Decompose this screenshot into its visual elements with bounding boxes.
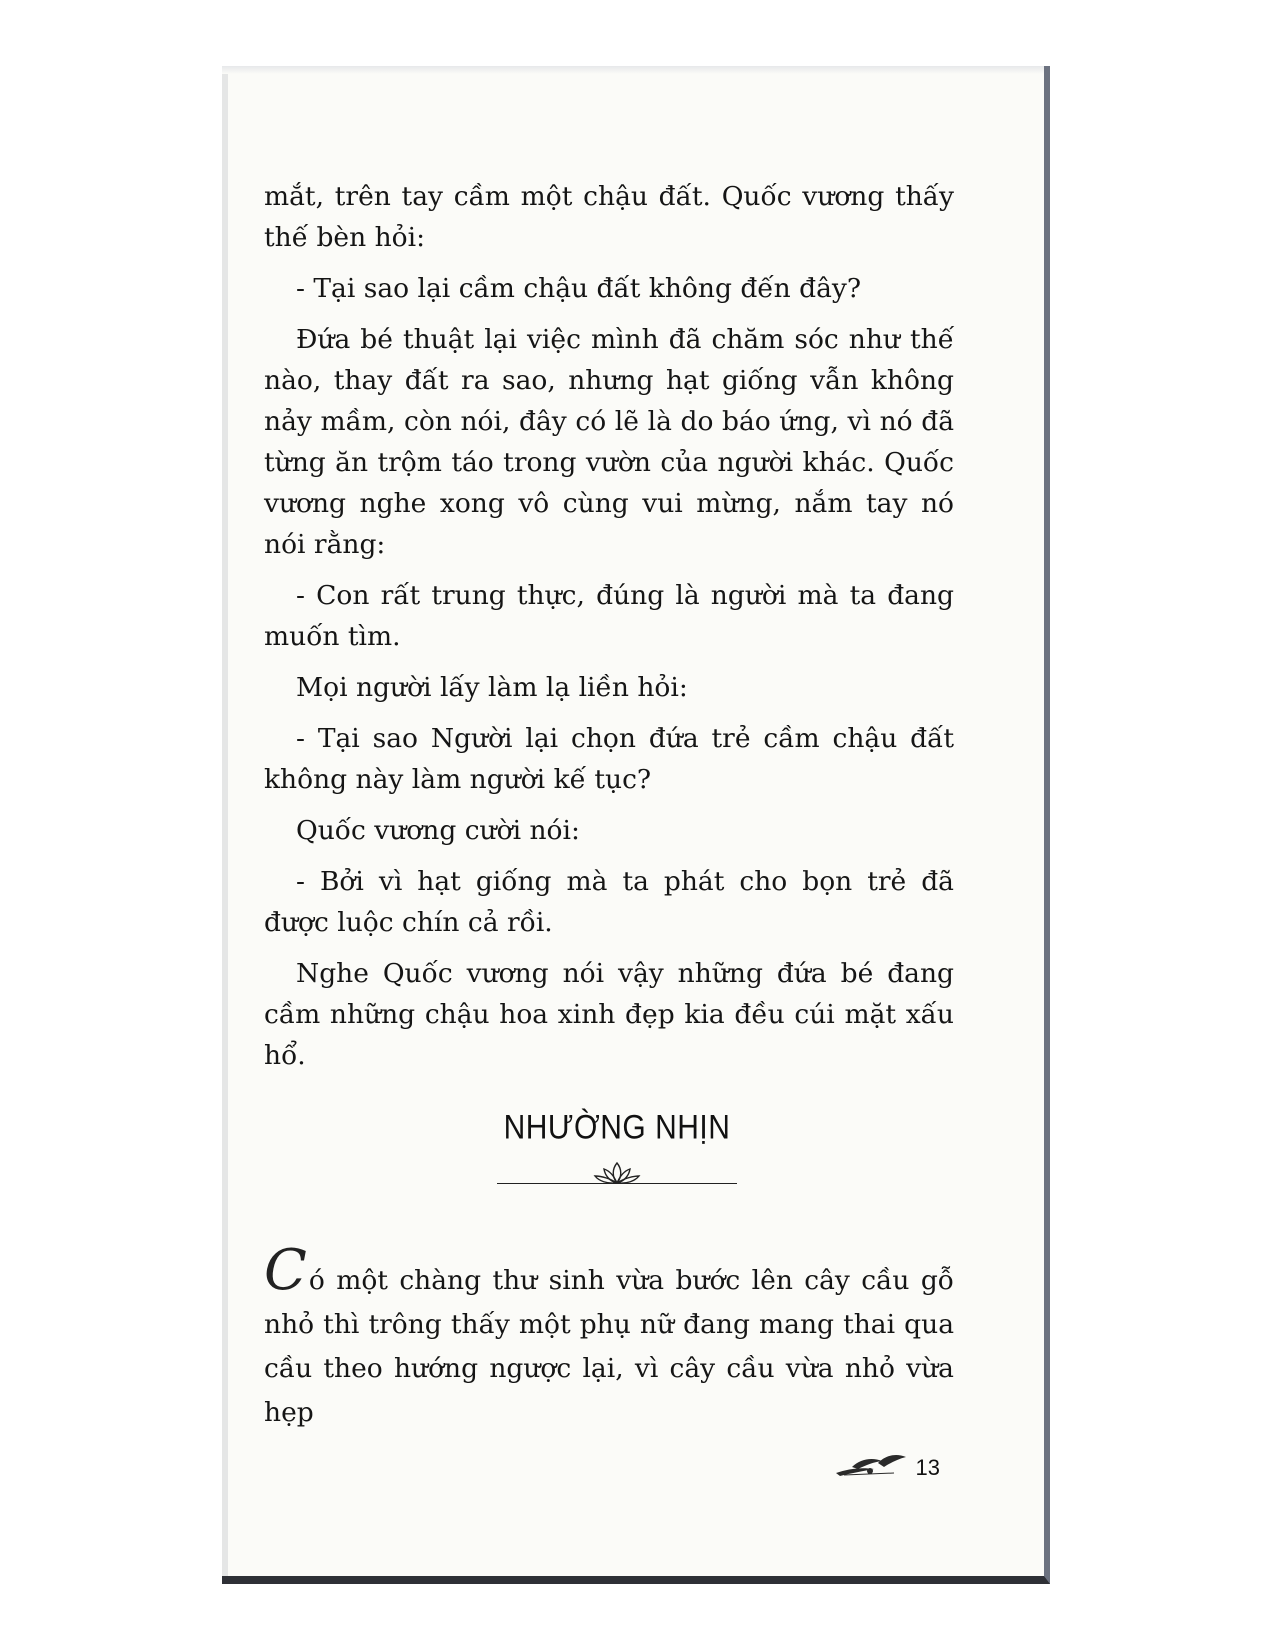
paragraph: Đứa bé thuật lại việc mình đã chăm sóc như thế nào, thay đất ra sao, nhưng hạt giống vẫn không nảy mầm, còn nói, đây có lẽ là do báo ứng, vì nó đã từng ăn trộm táo trong vườn của người khác. Quốc vương nghe xong vô cùng vui mừng, nắm tay nó nói rằng:: [264, 324, 954, 560]
paragraph: - Tại sao Người lại chọn đứa trẻ cầm chậu đất không này làm người kế tục?: [264, 723, 954, 795]
paragraph: - Bởi vì hạt giống mà ta phát cho bọn trẻ đã được luộc chín cả rồi.: [264, 866, 954, 938]
page-top-edge: [222, 66, 1044, 74]
bird-ornament-icon: [834, 1451, 914, 1481]
paragraph: Nghe Quốc vương nói vậy những đứa bé đang cầm những chậu hoa xinh đẹp kia đều cúi mặt xấu hổ.: [264, 958, 954, 1071]
paragraph: mắt, trên tay cầm một chậu đất. Quốc vương thấy thế bèn hỏi:: [264, 181, 954, 253]
section-title: NHƯỜNG NHỊN: [503, 1108, 731, 1147]
paragraph: Mọi người lấy làm lạ liền hỏi:: [296, 672, 688, 703]
lotus-ornament-icon: [452, 1159, 782, 1189]
drop-cap: C: [264, 1238, 307, 1303]
page-number: 13: [915, 1455, 940, 1480]
book-page: [222, 66, 1050, 1584]
paragraph: - Con rất trung thực, đúng là người mà ta đang muốn tìm.: [264, 580, 954, 652]
paragraph: Quốc vương cười nói:: [296, 815, 580, 846]
paragraph: - Tại sao lại cầm chậu đất không đến đây?: [296, 273, 862, 304]
section-heading: [452, 1108, 782, 1184]
story-body: ó một chàng thư sinh vừa bước lên cây cầu gỗ nhỏ thì trông thấy một phụ nữ đang mang thai qua cầu theo hướng ngược lại, vì cây cầu vừa nhỏ vừa hẹp: [264, 1265, 954, 1428]
story-paragraph: [264, 1238, 954, 1435]
page-footer: [834, 1451, 940, 1481]
story-text: [264, 1238, 954, 1435]
body-text: [264, 176, 954, 1086]
